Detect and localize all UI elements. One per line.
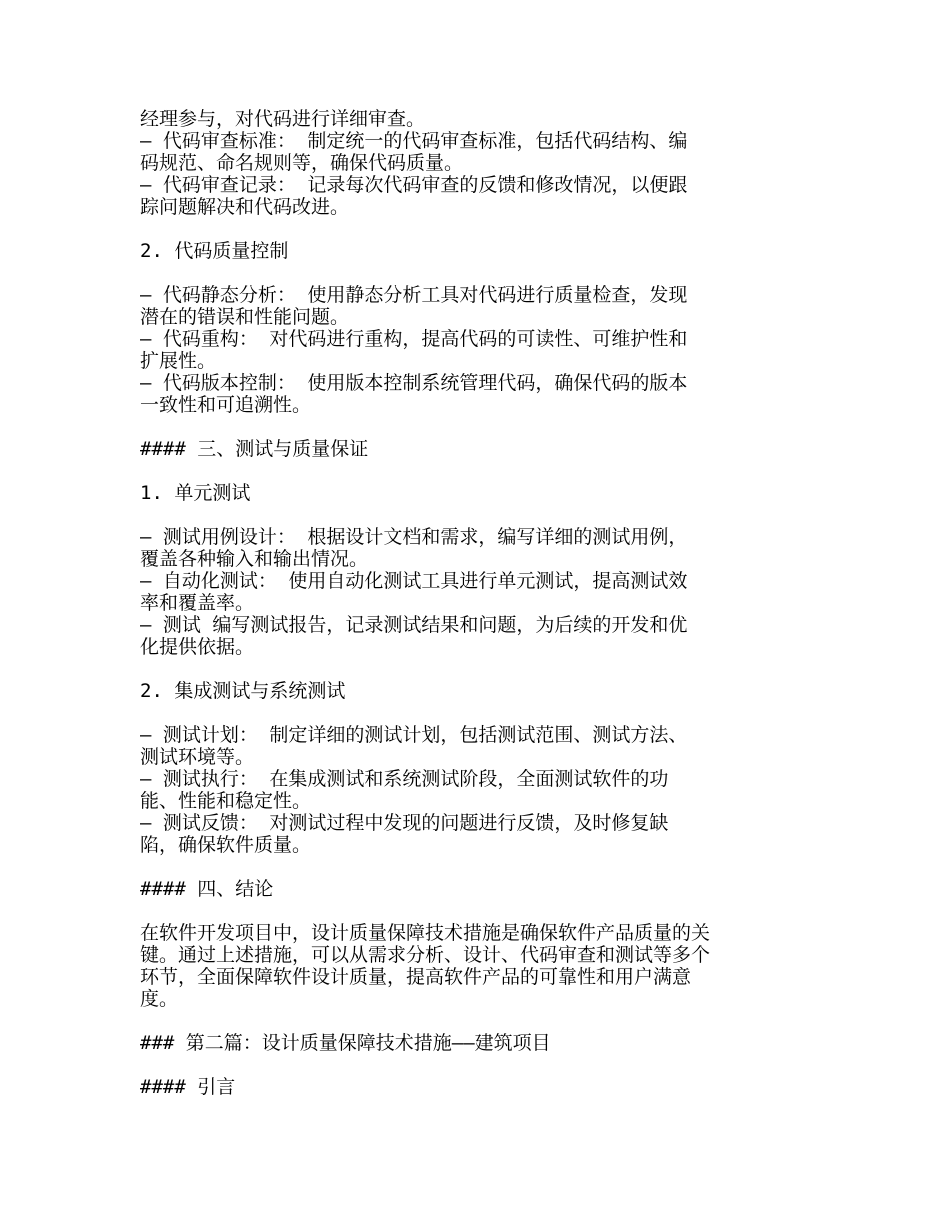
- line-9: – 代码静态分析： 使用静态分析工具对代码进行质量检查，发现: [140, 284, 688, 306]
- line-2: – 代码审查标准： 制定统一的代码审查标准，包括代码结构、编: [140, 130, 688, 152]
- line-23: 率和覆盖率。: [140, 592, 255, 614]
- line-31: – 测试执行： 在集成测试和系统测试阶段，全面测试软件的功: [140, 768, 669, 790]
- blank-line: [140, 1010, 800, 1032]
- line-4: – 代码审查记录： 记录每次代码审查的反馈和修改情况，以便跟: [140, 174, 688, 196]
- blank-line: [140, 460, 800, 482]
- line-3: 码规范、命名规则等，确保代码质量。: [140, 152, 464, 174]
- section-heading: #### 引言: [140, 1076, 236, 1098]
- blank-line: [140, 416, 800, 438]
- blank-line: [140, 504, 800, 526]
- line-29: – 测试计划： 制定详细的测试计划，包括测试范围、测试方法、: [140, 724, 688, 746]
- blank-line: [140, 900, 800, 922]
- line-24: – 测试 编写测试报告，记录测试结果和问题，为后续的开发和优: [140, 614, 688, 636]
- line-30: 测试环境等。: [140, 746, 255, 768]
- line-1: 经理参与，对代码进行详细审查。: [140, 108, 426, 130]
- section-heading: 2. 代码质量控制: [140, 240, 289, 262]
- line-39: 键。通过上述措施，可以从需求分析、设计、代码审查和测试等多个: [140, 944, 711, 966]
- line-21: 覆盖各种输入和输出情况。: [140, 548, 369, 570]
- line-12: 扩展性。: [140, 350, 217, 372]
- line-38: 在软件开发项目中，设计质量保障技术措施是确保软件产品质量的关: [140, 922, 711, 944]
- blank-line: [140, 218, 800, 240]
- line-20: – 测试用例设计： 根据设计文档和需求，编写详细的测试用例，: [140, 526, 688, 548]
- blank-line: [140, 658, 800, 680]
- blank-line: [140, 856, 800, 878]
- line-32: 能、性能和稳定性。: [140, 790, 312, 812]
- line-34: 陷，确保软件质量。: [140, 834, 312, 856]
- line-41: 度。: [140, 988, 179, 1010]
- line-22: – 自动化测试： 使用自动化测试工具进行单元测试，提高测试效: [140, 570, 688, 592]
- section-heading: #### 四、结论: [140, 878, 274, 900]
- line-33: – 测试反馈： 对测试过程中发现的问题进行反馈，及时修复缺: [140, 812, 669, 834]
- line-25: 化提供依据。: [140, 636, 255, 658]
- line-40: 环节，全面保障软件设计质量，提高软件产品的可靠性和用户满意: [140, 966, 692, 988]
- line-14: 一致性和可追溯性。: [140, 394, 312, 416]
- document-page: [140, 108, 800, 1098]
- section-heading: 1. 单元测试: [140, 482, 251, 504]
- blank-line: [140, 262, 800, 284]
- line-5: 踪问题解决和代码改进。: [140, 196, 350, 218]
- blank-line: [140, 702, 800, 724]
- section-heading: ### 第二篇：设计质量保障技术措施——建筑项目: [140, 1032, 551, 1054]
- section-heading: 2. 集成测试与系统测试: [140, 680, 346, 702]
- section-heading: #### 三、测试与质量保证: [140, 438, 369, 460]
- line-11: – 代码重构： 对代码进行重构，提高代码的可读性、可维护性和: [140, 328, 688, 350]
- line-10: 潜在的错误和性能问题。: [140, 306, 350, 328]
- line-13: – 代码版本控制： 使用版本控制系统管理代码，确保代码的版本: [140, 372, 688, 394]
- blank-line: [140, 1054, 800, 1076]
